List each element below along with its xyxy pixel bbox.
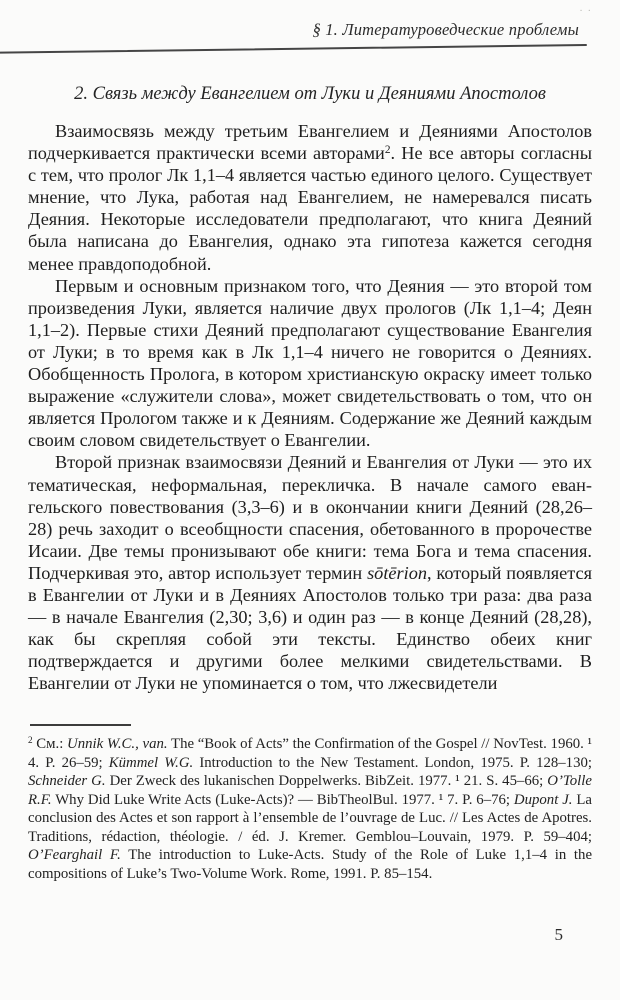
footnote-block xyxy=(28,724,592,883)
paragraph-1: Взаимосвязь между третьим Евангелием и Деяниями Апостолов подчеркивается практически всеми авторами$^2$. Не все авторы согласны с тем, что пролог Лк 1,1–4 является частью единого целого. Существует мнение, что Лука, работая над Евангелием, не намеревался писать Деяния. Некоторые исследователи предполагают, что книга Деяний была написана до Евангелия, однако эта гипотеза кажется сегодня менее правдоподобной. xyxy=(28,121,592,274)
scan-noise: ·· xyxy=(579,6,596,17)
body-text xyxy=(28,120,592,694)
footnote-separator xyxy=(30,724,131,726)
running-header: § 1. Литературоведческие проблемы xyxy=(312,20,579,39)
paragraph-2: Первым и основным признаком того, что Деяния — это второй том произведения Луки, является наличие двух прологов (Лк 1,1–4; Деян 1,1–2). Первые стихи Деяний предполагают существование Евангелия от Луки; в то время как в Лк 1,1–4 ничего не говорится о Деяниях. Обобщенность Пролога, в котором христианскую окраску имеет только выражение «служители слова», может свидетельствовать о том, что он является Прологом также и к Деяниям. Содержание же Деяний каждым своим словом свидетельствует о Евангелии. xyxy=(28,275,592,451)
paragraph-3: Второй признак взаимосвязи Деяний и Евангелия от Луки — это их тематическая, неформальная, перекличка. В начале самого евангельского повествования (3,3–6) и в окончании книги Деяний (28,26–28) речь заходит о всеобщности спасения, обетованного в пророчестве Исаии. Две темы пронизывают обе книги: тема Бога и тема спасения. Подчеркивая это, автор использует термин sōtērion, который появляется в Евангелии от Луки и в Деяниях Апостолов только три раза: два раза — в начале Евангелия (2,30; 3,6) и один раз — в конце Деяний (28,28), как бы скрепляя собой эти тексты. Единство обеих книг подтверждается и другими более мелкими свидетельствами. В Евангелии от Луки не упоминается о том, что лжесвидетели xyxy=(28,452,592,694)
page-number: 5 xyxy=(554,925,563,944)
footnote-text: $^2$ См.: Unnik W.C., van. The “Book of Acts” the Confirmation of the Gospel // NovTest. 1960. ¹ 4. P. 26–59; Kümmel W.G. Introduction to the New Testament. London, 1975. P. 128–130; Schneider G. Der Zweck des lukanischen Doppelwerks. BibZeit. 1977. ¹ 21. S. 45–66; O’Tolle R.F. Why Did Luke Write Acts (Luke-Acts)? — BibTheolBul. 1977. ¹ 7. P. 6–76; Dupont J. La conclusion des Actes et son rapport à l’ensemble de l’ouvrage de Luc. // Les Actes de Apotres. Traditions, rédaction, théologie. / éd. J. Kremer. Gemblou–Louvain, 1979. P. 59–404; O’Fearghail F. The introduction to Luke-Acts. Study of the Role of Luke 1,1–4 in the compositions of Luke’s Two-Volume Work. Rome, 1991. P. 85–154. xyxy=(28,734,593,882)
section-title: 2. Связь между Евангелием от Луки и Деяниями Апостолов xyxy=(74,84,546,104)
